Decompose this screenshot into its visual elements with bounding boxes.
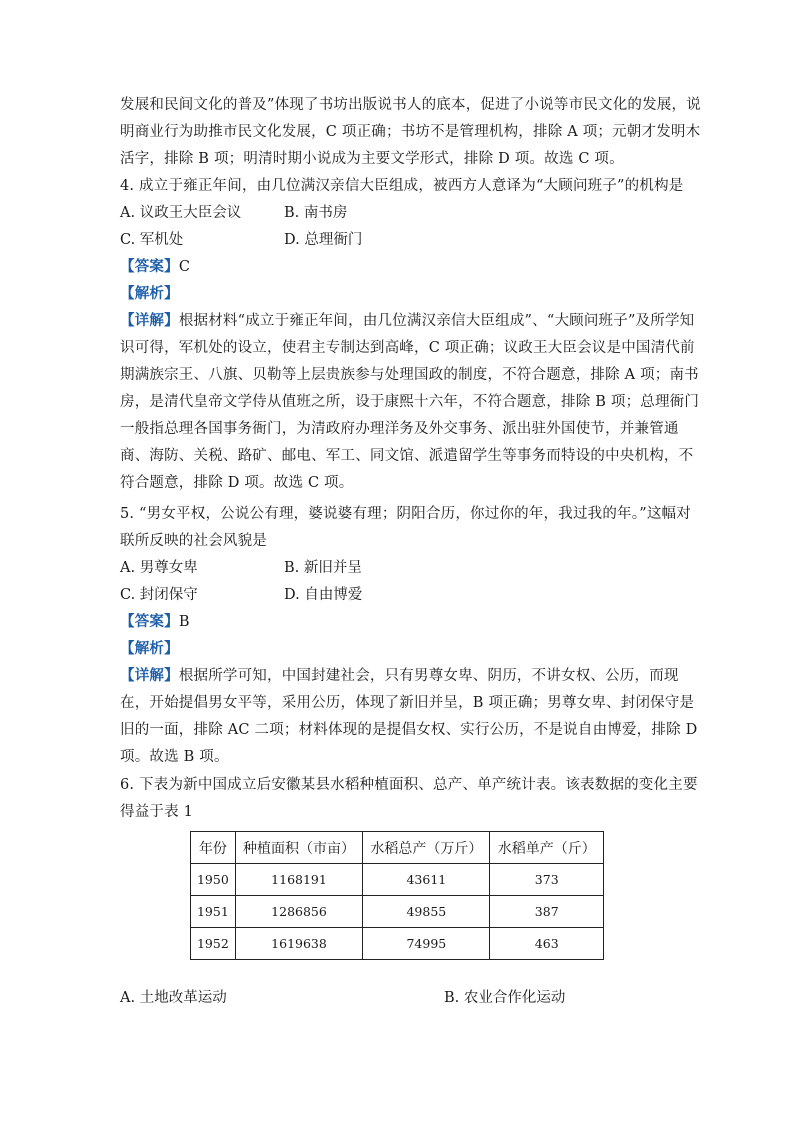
intro-line-1: 发展和民间文化的普及”体现了书坊出版说书人的底本，促进了小说等市民文化的发展，说 — [120, 97, 701, 113]
table-header-cell: 年份 — [191, 832, 236, 864]
q6-question-line-2: 得益于表 1 — [120, 804, 194, 820]
q5-option-c: C. 封闭保守 — [120, 587, 198, 603]
table-cell: 387 — [490, 896, 604, 928]
table-row — [191, 896, 604, 928]
q4-answer-tag: 【答案】 — [120, 258, 179, 275]
q6-option-b: B. 农业合作化运动 — [444, 990, 566, 1006]
table-cell: 1286856 — [235, 896, 363, 928]
q4-option-b: B. 南书房 — [284, 205, 348, 221]
q4-answer-value: C — [178, 259, 191, 275]
q4-detail-line-2: 识可得，军机处的设立，使君主专制达到高峰，C 项正确；议政王大臣会议是中国清代前 — [120, 340, 695, 356]
intro-line-3: 活字，排除 B 项；明清时期小说成为主要文学形式，排除 D 项。故选 C 项。 — [120, 151, 624, 167]
table-cell: 1168191 — [235, 864, 363, 896]
q5-question-line-2: 联所反映的社会风貌是 — [120, 533, 267, 549]
q4-detail-line-1 — [120, 311, 695, 331]
table-header-row — [191, 832, 604, 864]
q5-answer-value: B — [178, 614, 190, 630]
q6-option-a: A. 土地改革运动 — [120, 990, 227, 1006]
table-cell: 463 — [490, 928, 604, 960]
q5-option-a: A. 男尊女卑 — [120, 560, 198, 576]
q5-detail-line-1 — [120, 666, 680, 686]
table-cell: 74995 — [363, 928, 490, 960]
table-cell: 1619638 — [235, 928, 363, 960]
q4-analysis-tag: 【解析】 — [120, 285, 179, 302]
q5-detail-line-3: 旧的一面，排除 AC 二项；材料体现的是提倡女权、实行公历，不是说自由博爱，排除 D — [120, 722, 698, 738]
table-header-cell: 种植面积（市亩） — [235, 832, 363, 864]
intro-line-2: 明商业行为助推市民文化发展，C 项正确；书坊不是管理机构，排除 A 项；元朝才发明木 — [120, 124, 701, 140]
q5-option-b: B. 新旧并呈 — [284, 560, 362, 576]
table-cell: 1952 — [191, 928, 236, 960]
q5-detail-line-2: 在，开始提倡男女平等，采用公历，体现了新旧并呈，B 项正确；男尊女卑、封闭保守是 — [120, 695, 695, 711]
q4-answer-line — [120, 257, 680, 277]
table-cell: 49855 — [363, 896, 490, 928]
q4-detail-tag: 【详解】 — [120, 312, 179, 329]
q5-detail-line-4: 项。故选 B 项。 — [120, 749, 229, 765]
q4-option-d: D. 总理衙门 — [284, 232, 363, 248]
table-cell: 373 — [490, 864, 604, 896]
q5-question-line-1: 5. “男女平权，公说公有理，婆说婆有理；阴阳合历，你过你的年，我过我的年。”这幅对 — [120, 506, 691, 522]
q4-analysis-line — [120, 284, 680, 304]
q4-detail-line-6: 商、海防、关税、路矿、邮电、军工、同文馆、派遣留学生等事务而特设的中央机构，不 — [120, 448, 694, 464]
q5-detail-text-1: 根据所学可知，中国封建社会，只有男尊女卑、阴历，不讲女权、公历，而现 — [178, 668, 679, 684]
rice-statistics-table — [190, 831, 604, 960]
table-header-cell: 水稻单产（斤） — [490, 832, 604, 864]
q6-question-line-1: 6. 下表为新中国成立后安徽某县水稻种植面积、总产、单产统计表。该表数据的变化主要 — [120, 777, 698, 793]
q5-detail-tag: 【详解】 — [120, 667, 179, 684]
q4-question: 4. 成立于雍正年间，由几位满汉亲信大臣组成，被西方人意译为“大顾问班子”的机构是 — [120, 178, 684, 194]
table-header-cell: 水稻总产（万斤） — [363, 832, 490, 864]
table-cell: 1951 — [191, 896, 236, 928]
q4-detail-text-1: 根据材料“成立于雍正年间，由几位满汉亲信大臣组成”、“大顾问班子”及所学知 — [178, 313, 695, 329]
q5-answer-tag: 【答案】 — [120, 613, 179, 630]
q4-detail-line-7: 符合题意，排除 D 项。故选 C 项。 — [120, 475, 354, 491]
q4-option-a: A. 议政王大臣会议 — [120, 205, 242, 221]
table-cell: 43611 — [363, 864, 490, 896]
table-row — [191, 864, 604, 896]
q5-option-d: D. 自由博爱 — [284, 587, 363, 603]
table-row — [191, 928, 604, 960]
q5-analysis-line — [120, 639, 680, 659]
q5-answer-line — [120, 612, 680, 632]
q4-detail-line-5: 一般指总理各国事务衙门，为清政府办理洋务及外交事务、派出驻外国使节，并兼管通 — [120, 421, 679, 437]
q4-option-c: C. 军机处 — [120, 232, 184, 248]
q5-analysis-tag: 【解析】 — [120, 640, 179, 657]
q4-detail-line-4: 房，是清代皇帝文学侍从值班之所，设于康熙十六年，不符合题意，排除 B 项；总理衙门 — [120, 394, 700, 410]
q4-detail-line-3: 期满族宗王、八旗、贝勒等上层贵族参与处理国政的制度，不符合题意，排除 A 项；南书 — [120, 367, 699, 383]
table-cell: 1950 — [191, 864, 236, 896]
